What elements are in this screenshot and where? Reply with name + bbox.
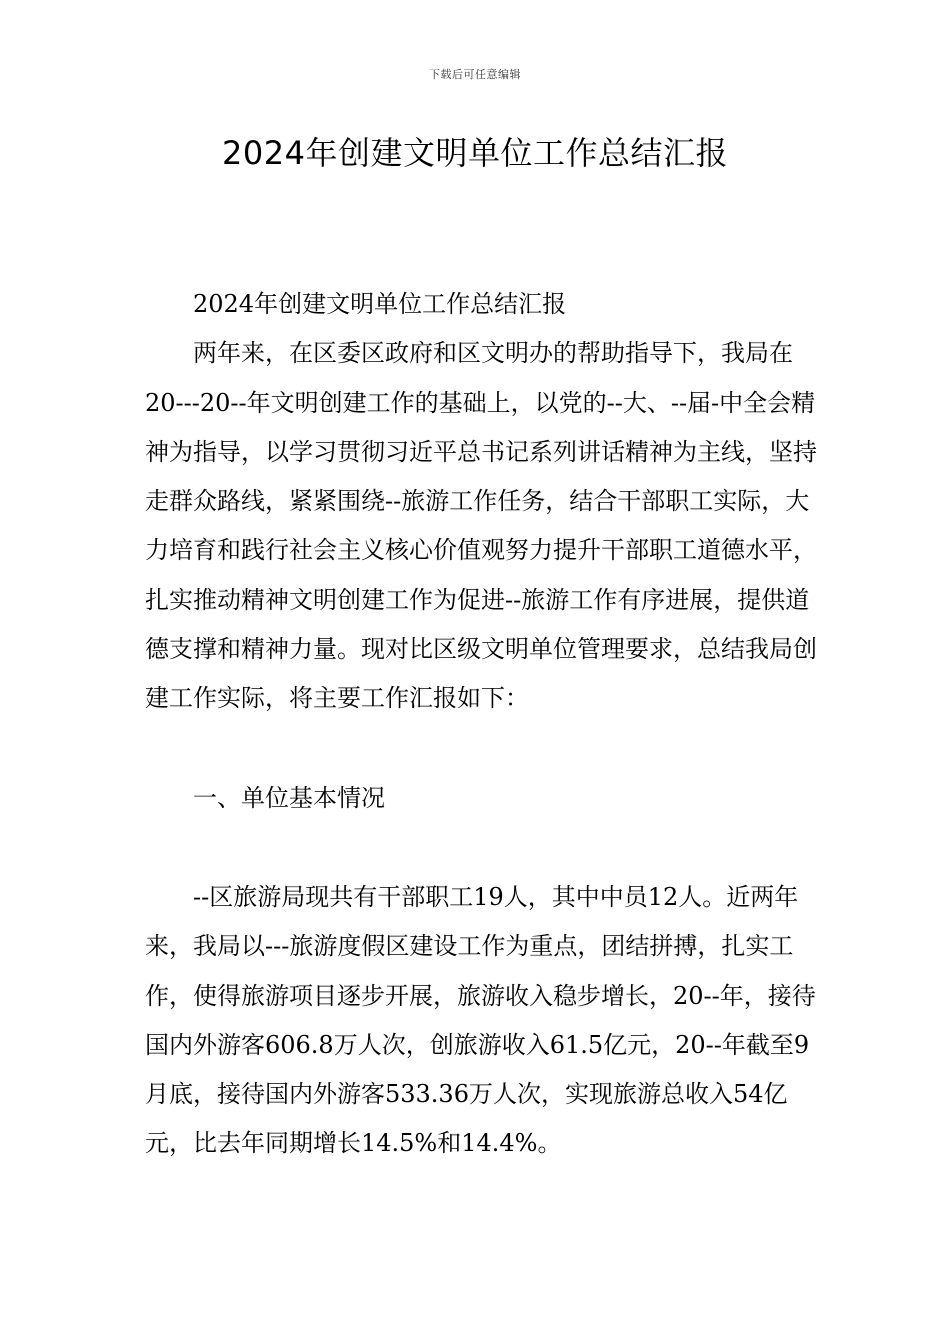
page-header-note: 下载后可任意编辑 <box>429 68 521 81</box>
intro-paragraph: 两年来，在区委区政府和区文明办的帮助指导下，我局在20---20--年文明创建工作的基础上，以党的--大、--届-中全会精神为指导，以学习贯彻习近平总书记系列讲话精神为主线，坚持走群众路线，紧紧围绕--旅游工作任务，结合干部职工实际，大力培育和践行社会主义核心价值观努力提升干部职工道德水平，扎实推动精神文明创建工作为促进--旅游工作有序进展，提供道德支撑和精神力量。现对比区级文明单位管理要求，总结我局创建工作实际，将主要工作汇报如下： <box>145 339 817 713</box>
section-body-paragraph: --区旅游局现共有干部职工19人，其中中员12人。近两年来，我局以---旅游度假区建设工作为重点，团结拼搏，扎实工作，使得旅游项目逐步开展，旅游收入稳步增长，20--年，接待国内外游客606.8万人次，创旅游收入61.5亿元，20--年截至9月底，接待国内外游客533.36万人次，实现旅游总收入54亿元，比去年同期增长14.5%和14.4%。 <box>145 882 816 1158</box>
subtitle-paragraph: 2024年创建文明单位工作总结汇报 <box>193 290 567 318</box>
document-body <box>145 280 825 1169</box>
section-heading: 一、单位基本情况 <box>193 783 385 812</box>
document-title: 2024年创建文明单位工作总结汇报 <box>222 134 728 172</box>
